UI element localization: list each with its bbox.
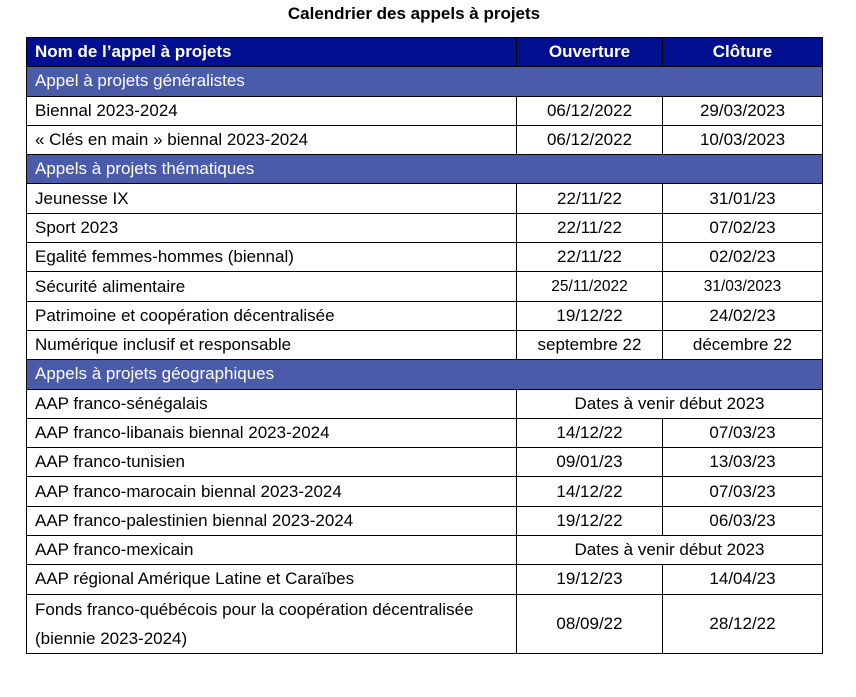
row-open: 22/11/22 (517, 184, 663, 213)
row-open: 14/12/22 (517, 477, 663, 506)
row-name: Jeunesse IX (27, 184, 517, 213)
row-name: AAP franco-tunisien (27, 448, 517, 477)
header-close: Clôture (663, 38, 823, 67)
page-title: Calendrier des appels à projets (287, 4, 541, 23)
section-label: Appel à projets généralistes (27, 67, 823, 96)
table-row (27, 389, 823, 418)
table-row (27, 213, 823, 242)
table-row (27, 243, 823, 272)
header-name: Nom de l’appel à projets (27, 38, 517, 67)
row-name: Egalité femmes-hommes (biennal) (27, 243, 517, 272)
row-name: AAP franco-palestinien biennal 2023-2024 (27, 506, 517, 535)
row-close: 31/03/2023 (663, 272, 823, 301)
row-close: 07/02/23 (663, 213, 823, 242)
section-label: Appels à projets géographiques (27, 360, 823, 389)
row-name: Fonds franco-québécois pour la coopération décentralisée (biennie 2023-2024) (27, 594, 517, 653)
table-header-row (27, 38, 823, 67)
row-open: 22/11/22 (517, 243, 663, 272)
row-name: AAP régional Amérique Latine et Caraïbes (27, 565, 517, 594)
table-row (27, 301, 823, 330)
row-name: Sécurité alimentaire (27, 272, 517, 301)
row-open: 22/11/22 (517, 213, 663, 242)
row-name: « Clés en main » biennal 2023-2024 (27, 125, 517, 154)
row-open: septembre 22 (517, 330, 663, 359)
table-row (27, 448, 823, 477)
row-open: 08/09/22 (517, 594, 663, 653)
row-open: 19/12/22 (517, 301, 663, 330)
row-name: Numérique inclusif et responsable (27, 330, 517, 359)
header-open: Ouverture (517, 38, 663, 67)
section-row-thematiques (27, 155, 823, 184)
table-row (27, 477, 823, 506)
row-name: Sport 2023 (27, 213, 517, 242)
table-row (27, 330, 823, 359)
table-row (27, 418, 823, 447)
row-close: 02/02/23 (663, 243, 823, 272)
row-name: AAP franco-sénégalais (27, 389, 517, 418)
row-open: 06/12/2022 (517, 96, 663, 125)
row-dates-merged: Dates à venir début 2023 (517, 389, 823, 418)
table-row (27, 184, 823, 213)
table-row (27, 594, 823, 653)
row-close: 10/03/2023 (663, 125, 823, 154)
table-row (27, 536, 823, 565)
row-open: 25/11/2022 (517, 272, 663, 301)
table-row (27, 565, 823, 594)
row-close: 14/04/23 (663, 565, 823, 594)
row-close: 24/02/23 (663, 301, 823, 330)
row-name: AAP franco-marocain biennal 2023-2024 (27, 477, 517, 506)
row-name: Biennal 2023-2024 (27, 96, 517, 125)
row-open: 19/12/23 (517, 565, 663, 594)
row-name: AAP franco-mexicain (27, 536, 517, 565)
row-open: 06/12/2022 (517, 125, 663, 154)
row-open: 14/12/22 (517, 418, 663, 447)
table-row (27, 506, 823, 535)
row-name: AAP franco-libanais biennal 2023-2024 (27, 418, 517, 447)
table-row (27, 125, 823, 154)
row-name: Patrimoine et coopération décentralisée (27, 301, 517, 330)
row-open: 19/12/22 (517, 506, 663, 535)
section-row-geographiques (27, 360, 823, 389)
row-close: décembre 22 (663, 330, 823, 359)
row-dates-merged: Dates à venir début 2023 (517, 536, 823, 565)
row-close: 31/01/23 (663, 184, 823, 213)
section-row-generalistes (27, 67, 823, 96)
row-close: 29/03/2023 (663, 96, 823, 125)
row-close: 13/03/23 (663, 448, 823, 477)
calendar-table (26, 37, 823, 654)
section-label: Appels à projets thématiques (27, 155, 823, 184)
row-close: 28/12/22 (663, 594, 823, 653)
row-open: 09/01/23 (517, 448, 663, 477)
row-close: 06/03/23 (663, 506, 823, 535)
table-row (27, 272, 823, 301)
table-row (27, 96, 823, 125)
row-close: 07/03/23 (663, 418, 823, 447)
row-close: 07/03/23 (663, 477, 823, 506)
